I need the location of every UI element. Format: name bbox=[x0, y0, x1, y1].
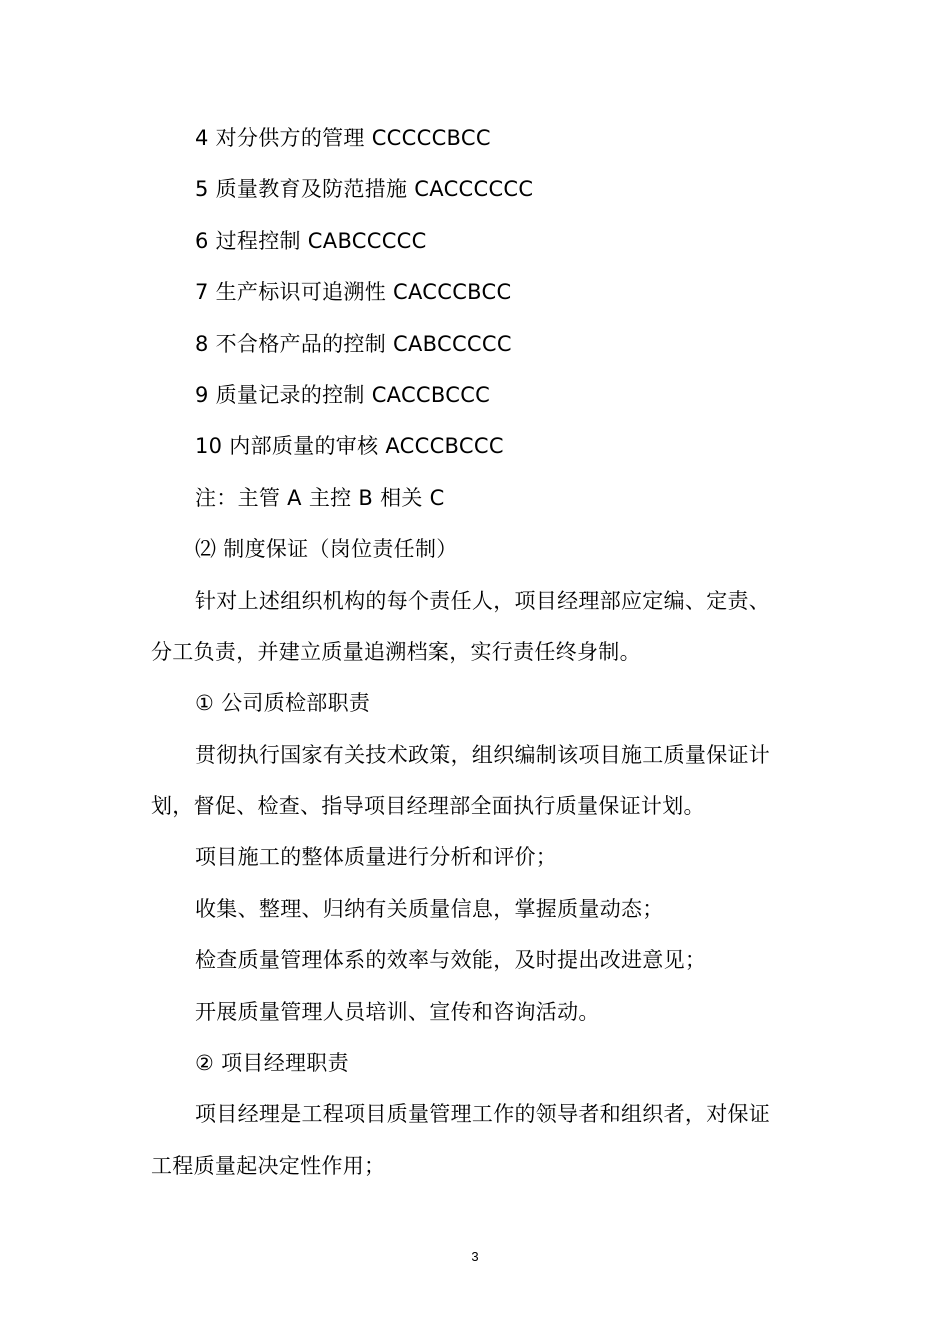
paragraph-line: 工程质量起决定性作用； bbox=[151, 1154, 386, 1178]
text-line: 10 内部质量的审核 ACCCBCCC bbox=[195, 434, 504, 458]
text-line: 9 质量记录的控制 CACCBCCC bbox=[195, 383, 491, 407]
section-heading: ⑵ 制度保证（岗位责任制） bbox=[195, 537, 458, 561]
subsection-heading: ① 公司质检部职责 bbox=[195, 691, 371, 715]
paragraph-line: 针对上述组织机构的每个责任人，项目经理部应定编、定责、 bbox=[195, 589, 771, 613]
paragraph-line: 划，督促、检查、指导项目经理部全面执行质量保证计划。 bbox=[151, 794, 705, 818]
text-line: 6 过程控制 CABCCCCC bbox=[195, 229, 427, 253]
paragraph-line: 项目施工的整体质量进行分析和评价； bbox=[195, 845, 558, 869]
paragraph-line: 分工负责，并建立质量追溯档案，实行责任终身制。 bbox=[151, 640, 641, 664]
paragraph-line: 项目经理是工程项目质量管理工作的领导者和组织者，对保证 bbox=[195, 1102, 771, 1126]
paragraph-line: 开展质量管理人员培训、宣传和咨询活动。 bbox=[195, 1000, 600, 1024]
paragraph-line: 收集、整理、归纳有关质量信息，掌握质量动态； bbox=[195, 897, 664, 921]
note-line: 注：主管 A 主控 B 相关 C bbox=[195, 486, 445, 510]
text-line: 8 不合格产品的控制 CABCCCCC bbox=[195, 332, 512, 356]
text-line: 7 生产标识可追溯性 CACCCBCC bbox=[195, 280, 512, 304]
text-line: 5 质量教育及防范措施 CACCCCCC bbox=[195, 177, 534, 201]
paragraph-line: 贯彻执行国家有关技术政策，组织编制该项目施工质量保证计 bbox=[195, 743, 771, 767]
page-number: 3 bbox=[471, 1249, 479, 1264]
paragraph-line: 检查质量管理体系的效率与效能，及时提出改进意见； bbox=[195, 948, 707, 972]
text-line: 4 对分供方的管理 CCCCCBCC bbox=[195, 126, 491, 150]
subsection-heading: ② 项目经理职责 bbox=[195, 1051, 349, 1075]
